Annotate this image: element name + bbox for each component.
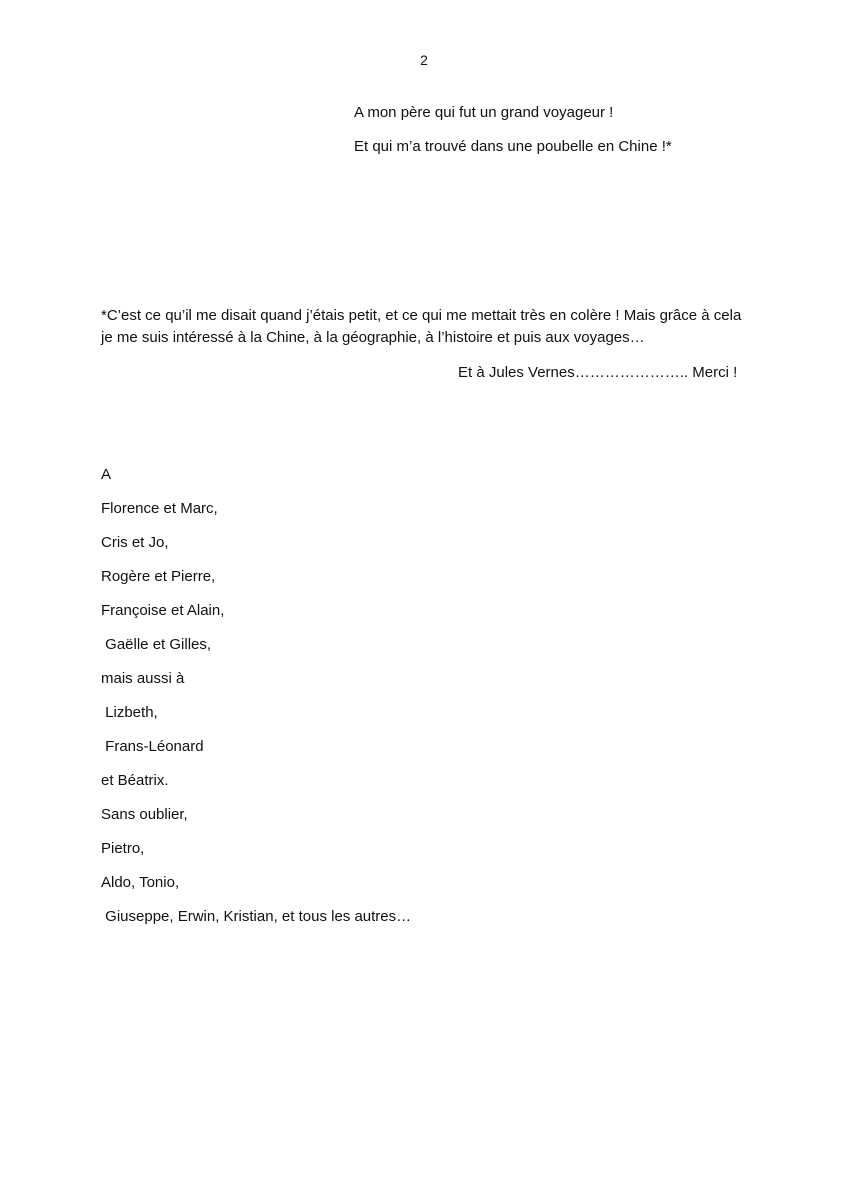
- footnote-block: [101, 305, 751, 349]
- acknowledgement-line: Pietro,: [101, 840, 145, 857]
- acknowledgement-list: [101, 465, 801, 941]
- page-number: 2: [420, 52, 428, 68]
- acknowledgement-line: mais aussi à: [101, 670, 185, 687]
- acknowledgement-line: Françoise et Alain,: [101, 602, 225, 619]
- footnote-signature: Et à Jules Vernes………………….. Merci !: [458, 364, 738, 381]
- acknowledgement-line: Rogère et Pierre,: [101, 568, 216, 585]
- acknowledgement-line: Florence et Marc,: [101, 500, 218, 517]
- acknowledgement-line: et Béatrix.: [101, 772, 169, 789]
- acknowledgement-line: Cris et Jo,: [101, 534, 169, 551]
- acknowledgement-line: Lizbeth,: [101, 704, 158, 721]
- acknowledgement-line: Aldo, Tonio,: [101, 874, 180, 891]
- acknowledgement-line: Giuseppe, Erwin, Kristian, et tous les autres…: [101, 908, 412, 925]
- acknowledgement-line: Frans-Léonard: [101, 738, 204, 755]
- footnote-paragraph: *C’est ce qu’il me disait quand j’étais petit, et ce qui me mettait très en colère ! Mais grâce à cela je me suis intéressé à la Chine, à la géographie, à l’histoire et puis aux voyages…: [101, 307, 742, 346]
- acknowledgement-line: Gaëlle et Gilles,: [101, 636, 212, 653]
- acknowledgement-line: A: [101, 466, 112, 483]
- acknowledgement-line: Sans oublier,: [101, 806, 188, 823]
- dedication-block: [354, 103, 794, 171]
- dedication-line-1: A mon père qui fut un grand voyageur !: [354, 104, 614, 121]
- dedication-line-2: Et qui m’a trouvé dans une poubelle en Chine !*: [354, 138, 672, 155]
